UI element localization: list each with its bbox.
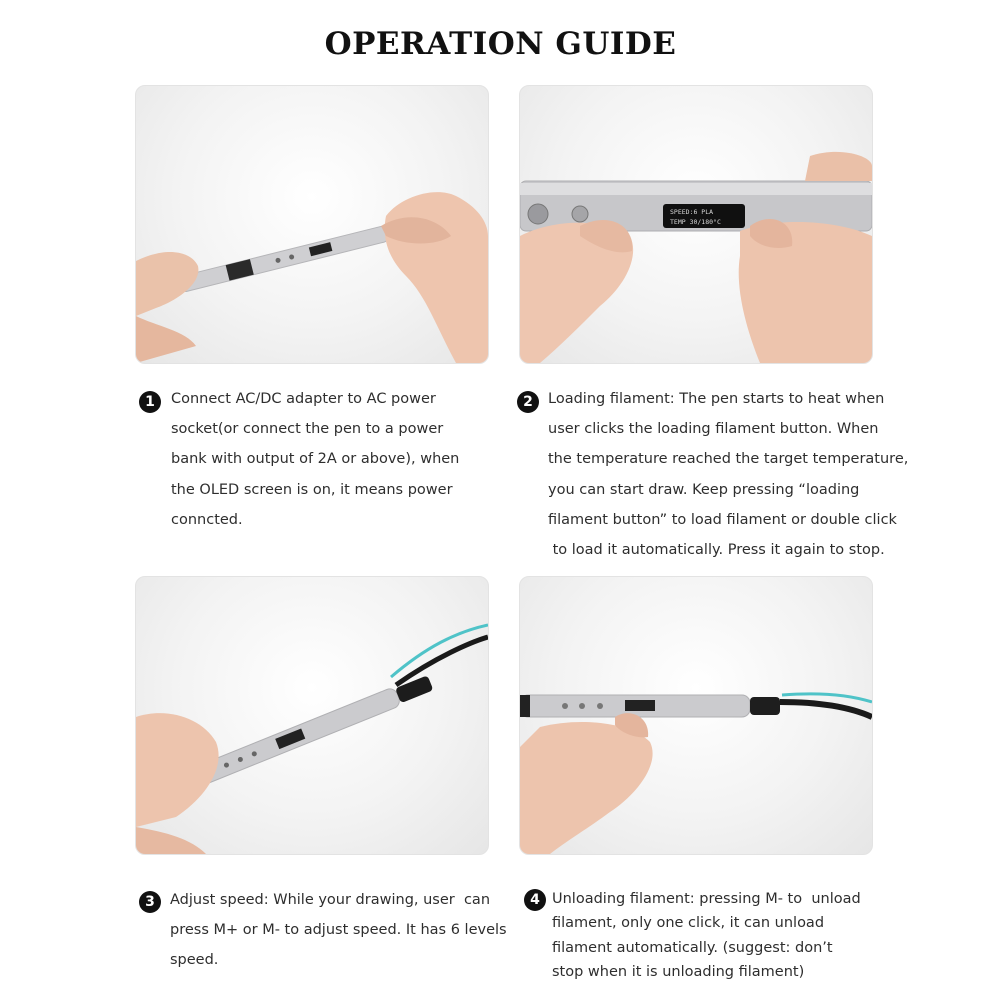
- page-title: OPERATION GUIDE: [324, 26, 677, 62]
- step-1-line: conncted.: [171, 511, 243, 528]
- step-1-line: bank with output of 2A or above), when: [171, 451, 460, 468]
- step-2-line: filament button” to load filament or double click: [548, 511, 897, 528]
- step-2-number-badge: 2: [517, 391, 539, 413]
- oled-line-2: TEMP 30/180°C: [670, 218, 721, 226]
- step-3-line: Adjust speed: While your drawing, user can: [170, 892, 491, 908]
- oled-line-1: SPEED:6 PLA: [670, 208, 714, 216]
- step-3-line: press M+ or M- to adjust speed. It has 6 levels: [170, 922, 507, 939]
- pen-unload-filament-illustration: [520, 577, 872, 854]
- step-2-line: to load it automatically. Press it again to stop.: [548, 542, 885, 559]
- step-4-line: stop when it is unloading filament): [552, 963, 805, 980]
- step-4-line: filament automatically. (suggest: don’t: [552, 939, 833, 956]
- pen-oled-closeup-illustration: [520, 86, 872, 363]
- step-3-number-badge: 3: [139, 891, 161, 913]
- step-1-line: the OLED screen is on, it means power: [171, 481, 453, 498]
- step-4-text: [552, 887, 861, 984]
- step-1-number-badge: 1: [139, 391, 161, 413]
- step-3-photo: [135, 576, 489, 855]
- pen-adjust-speed-illustration: [136, 577, 488, 854]
- step-2-line: you can start draw. Keep pressing “loading: [548, 481, 860, 498]
- step-3-line: speed.: [170, 952, 219, 969]
- step-1-line: Connect AC/DC adapter to AC power: [171, 391, 436, 407]
- step-4-photo: [519, 576, 873, 855]
- step-3-text: [170, 885, 507, 976]
- step-2-line: user clicks the loading filament button. When: [548, 421, 879, 438]
- step-1-photo: [135, 85, 489, 364]
- step-4-line: Unloading filament: pressing M- to unload: [552, 891, 861, 907]
- step-2-line: the temperature reached the target temperature,: [548, 451, 909, 468]
- step-4-number-badge: 4: [524, 889, 546, 911]
- step-2-line: Loading filament: The pen starts to heat when: [548, 391, 885, 407]
- step-1-text: [171, 384, 459, 535]
- step-1-line: socket(or connect the pen to a power: [171, 421, 444, 438]
- step-2-text: [548, 384, 908, 565]
- step-2-photo: [519, 85, 873, 364]
- pen-plug-in-illustration: [136, 86, 488, 363]
- step-4-line: filament, only one click, it can unload: [552, 915, 825, 932]
